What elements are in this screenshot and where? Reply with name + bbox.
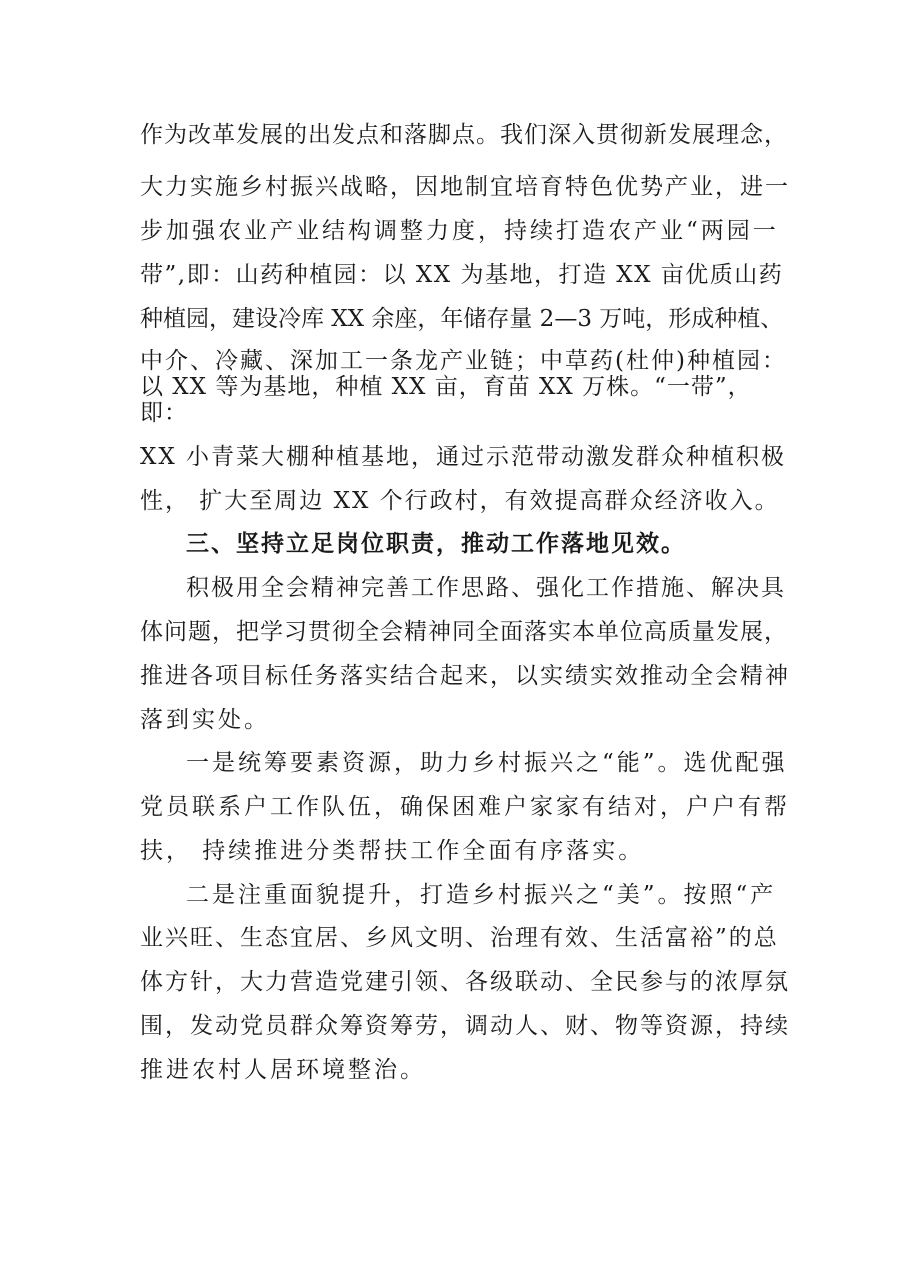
- text-line: 党员联系户工作队伍，确保困难户家家有结对，户户有帮: [140, 794, 790, 820]
- text-line: 大力实施乡村振兴战略，因地制宜培育特色优势产业，进一: [140, 174, 790, 200]
- text-line: 带”,即：山药种植园：以 XX 为基地，打造 XX 亩优质山药: [140, 262, 784, 288]
- text-line: 围，发动党员群众筹资筹劳，调动人、财、物等资源，持续: [140, 1013, 790, 1039]
- text-line: 以 XX 等为基地，种植 XX 亩，育苗 XX 万株。“一带”，: [140, 374, 752, 400]
- text-line: 落到实处。: [140, 707, 270, 733]
- text-line: 性， 扩大至周边 XX 个行政村，有效提高群众经济收入。: [140, 488, 780, 514]
- text-line: 即：: [140, 400, 188, 426]
- section-heading: 三、坚持立足岗位职责，推动工作落地见效。: [186, 531, 686, 557]
- text-line: 扶， 持续推进分类帮扶工作全面有序落实。: [140, 838, 645, 864]
- text-line: 推进农村人居环境整治。: [140, 1057, 426, 1083]
- text-line: 体方针，大力营造党建引领、各级联动、全民参与的浓厚氛: [140, 969, 790, 995]
- text-line: 业兴旺、生态宜居、乡风文明、治理有效、生活富裕”的总: [140, 925, 779, 951]
- text-line: 步加强农业产业结构调整力度，持续打造农产业“两园一: [140, 218, 779, 244]
- text-line: XX 小青菜大棚种植基地，通过示范带动激发群众种植积极: [140, 444, 787, 470]
- text-line: 积极用全会精神完善工作思路、强化工作措施、解决具: [186, 575, 786, 601]
- text-line: 中介、冷藏、深加工一条龙产业链；中草药(杜仲)种植园：: [140, 348, 787, 374]
- text-line: 一是统筹要素资源，助力乡村振兴之“能”。选优配强: [186, 750, 788, 776]
- text-line: 二是注重面貌提升，打造乡村振兴之“美”。按照“产: [186, 882, 777, 908]
- text-line: 推进各项目标任务落实结合起来，以实绩实效推动全会精神: [140, 663, 790, 689]
- text-line: 作为改革发展的出发点和落脚点。我们深入贯彻新发展理念，: [140, 122, 788, 148]
- text-line: 种植园，建设冷库 XX 余座，年储存量 2—3 万吨，形成种植、: [140, 306, 784, 332]
- text-line: 体问题，把学习贯彻全会精神同全面落实本单位高质量发展，: [140, 619, 788, 645]
